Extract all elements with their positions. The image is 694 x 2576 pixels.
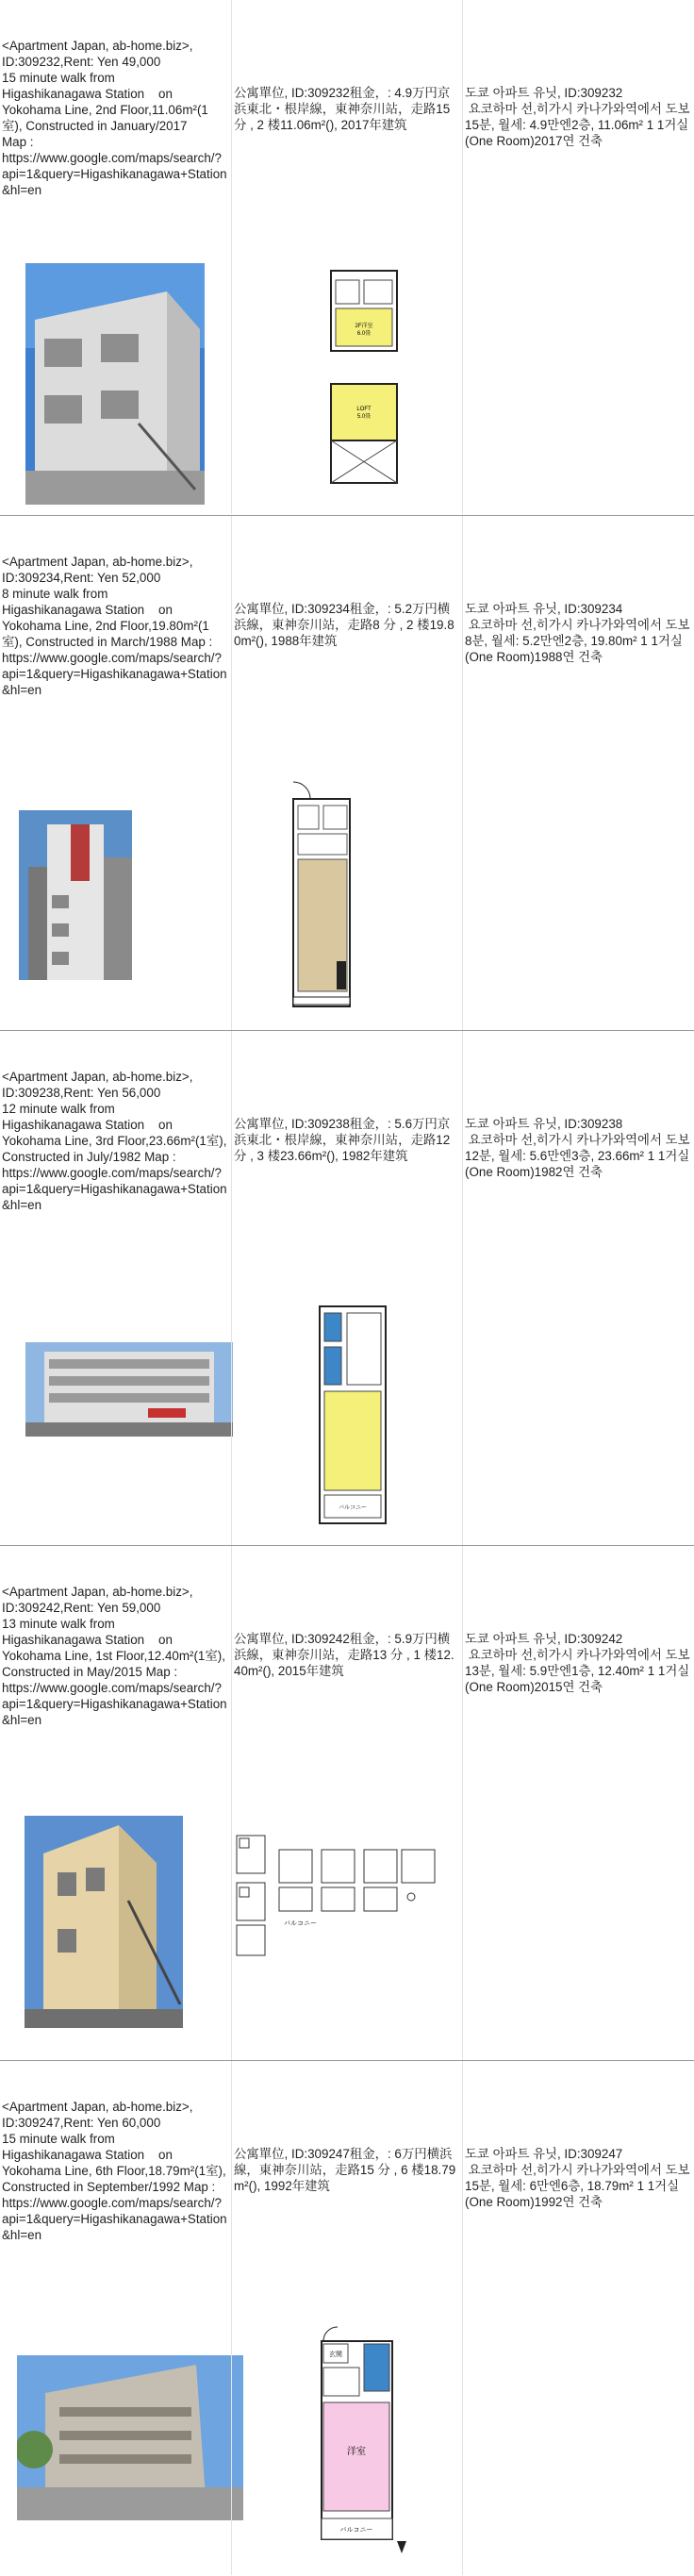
korean-cell: [462, 1546, 694, 1803]
korean-description: 도쿄 아파트 유닛, ID:309238 요코하마 선,히가시 카나가와역에서 도보12분, 월세: 5.6만엔3층, 23.66m² 1 1거실(One Room)1982연 건축: [465, 1117, 690, 1179]
empty-cell: [462, 257, 694, 514]
photo-cell: [0, 773, 231, 1030]
listing-text-row: [0, 0, 694, 257]
korean-cell: [462, 1031, 694, 1288]
japanese-cell: [231, 516, 462, 773]
listing-image-row: [0, 1803, 694, 2060]
japanese-cell: [231, 0, 462, 257]
listing-3: [0, 1030, 694, 1545]
listing-text-row: [0, 1546, 694, 1803]
floorplan-image: [312, 2322, 411, 2569]
korean-cell: [462, 2061, 694, 2318]
floorplan-cell: [231, 1288, 462, 1545]
english-description: <Apartment Japan, ab-home.biz>, ID:309247,Rent: Yen 60,000 15 minute walk from Higashikanagawa Station on Yokohama Line, 6th Floor,18.79m²(1室), Constructed in September/1992 Map : https://www.google.com/maps/search/?api=1&query=Higashikanagawa+Station&hl=en: [2, 2100, 227, 2242]
listing-1: [0, 0, 694, 515]
floorplan-cell: [231, 257, 462, 514]
english-cell: [0, 516, 231, 773]
empty-cell: [462, 2318, 694, 2575]
plan-room-label: LOFT: [356, 407, 372, 412]
japanese-cell: [231, 1546, 462, 1803]
japanese-cell: [231, 1031, 462, 1288]
korean-description: 도쿄 아파트 유닛, ID:309247 요코하마 선,히가시 카나가와역에서 도보15분, 월세: 6만엔6층, 18.79m² 1 1거실(One Room)1992연 건축: [465, 2147, 690, 2209]
plan-balcony-label: バルコニー: [339, 2527, 373, 2534]
floorplan-image: [326, 261, 402, 488]
english-cell: [0, 1546, 231, 1803]
japanese-description: 公寓單位, ID:309238租金，: 5.6万円京浜東北・根岸線，東神奈川站，走路12 分 , 3 楼23.66m²(), 1982年建筑: [234, 1117, 454, 1163]
listing-2: [0, 515, 694, 1030]
korean-description: 도쿄 아파트 유닛, ID:309242 요코하마 선,히가시 카나가와역에서 도보13분, 월세: 5.9만엔1층, 12.40m² 1 1거실(One Room)2015연 건축: [465, 1632, 690, 1694]
english-cell: [0, 2061, 231, 2318]
korean-cell: [462, 516, 694, 773]
japanese-description: 公寓單位, ID:309242租金，: 5.9万円横浜線，東神奈川站，走路13 分 , 1 楼12.40m²(), 2015年建筑: [234, 1632, 454, 1678]
plan-room-label: 2F洋室: [355, 324, 373, 329]
plan-room-size: 6.0畳: [356, 331, 372, 337]
listing-text-row: [0, 2061, 694, 2318]
floorplan-image: [274, 773, 359, 1013]
floorplan-image: [232, 1831, 439, 1963]
listing-image-row: [0, 257, 694, 514]
plan-balcony-label: バルコニー: [284, 1920, 317, 1927]
korean-cell: [462, 0, 694, 257]
building-photo: [25, 1816, 183, 2028]
japanese-description: 公寓單位, ID:309232租金，: 4.9万円京浜東北・根岸線，東神奈川站，走路15 分 , 2 楼11.06m²(), 2017年建筑: [234, 86, 454, 132]
photo-cell: [0, 257, 231, 514]
photo-cell: [0, 1803, 231, 2060]
floorplan-cell: [231, 773, 462, 1030]
english-cell: [0, 0, 231, 257]
floorplan-image: [315, 1302, 390, 1533]
plan-room-size: 5.0畳: [356, 414, 372, 420]
plan-entrance-label: 玄関: [329, 2352, 342, 2358]
english-description: <Apartment Japan, ab-home.biz>, ID:309232,Rent: Yen 49,000 15 minute walk from Higashikanagawa Station on Yokohama Line, 2nd Floor,11.06m²(1室), Constructed in January/2017 Map : https://www.google.com/maps/search/?api=1&query=Higashikanagawa+Station&hl=en: [2, 39, 227, 197]
listing-4: [0, 1545, 694, 2060]
building-photo: [25, 263, 205, 505]
japanese-cell: [231, 2061, 462, 2318]
plan-room-label: 洋室: [347, 2447, 366, 2457]
listing-image-row: [0, 2318, 694, 2575]
listing-text-row: [0, 516, 694, 773]
japanese-description: 公寓單位, ID:309234租金，: 5.2万円横浜線，東神奈川站，走路8 分 , 2 楼19.80m²(), 1988年建筑: [234, 602, 454, 648]
empty-cell: [462, 1288, 694, 1545]
japanese-description: 公寓單位, ID:309247租金，: 6万円横浜線，東神奈川站，走路15 分 , 6 楼18.79m²(), 1992年建筑: [234, 2147, 456, 2193]
photo-cell: [0, 1288, 231, 1545]
building-photo: [25, 1342, 233, 1437]
listing-5: [0, 2060, 694, 2575]
listing-image-row: [0, 1288, 694, 1545]
empty-cell: [462, 1803, 694, 2060]
english-cell: [0, 1031, 231, 1288]
building-photo: [17, 2355, 243, 2520]
listing-text-row: [0, 1031, 694, 1288]
english-description: <Apartment Japan, ab-home.biz>, ID:309234,Rent: Yen 52,000 8 minute walk from Higashikanagawa Station on Yokohama Line, 2nd Floor,19.80m²(1室), Constructed in March/1988 Map : https://www.google.com/maps/search/?api=1&query=Higashikanagawa+Station&hl=en: [2, 555, 227, 697]
plan-balcony-label: バルコニー: [338, 1505, 368, 1511]
english-description: <Apartment Japan, ab-home.biz>, ID:309238,Rent: Yen 56,000 12 minute walk from Higashikanagawa Station on Yokohama Line, 3rd Floor,23.66m²(1室), Constructed in July/1982 Map : https://www.google.com/maps/search/?api=1&query=Higashikanagawa+Station&hl=en: [2, 1070, 227, 1212]
floorplan-cell: [231, 2318, 462, 2575]
korean-description: 도쿄 아파트 유닛, ID:309232 요코하마 선,히가시 카나가와역에서 도보15분, 월세: 4.9만엔2층, 11.06m² 1 1거실(One Room)2017연 건축: [465, 86, 690, 148]
building-photo: [19, 810, 132, 980]
korean-description: 도쿄 아파트 유닛, ID:309234 요코하마 선,히가시 카나가와역에서 도보8분, 월세: 5.2만엔2층, 19.80m² 1 1거실(One Room)1988연 건축: [465, 602, 690, 664]
empty-cell: [462, 773, 694, 1030]
floorplan-cell: [231, 1803, 462, 2060]
english-description: <Apartment Japan, ab-home.biz>, ID:309242,Rent: Yen 59,000 13 minute walk from Higashikanagawa Station on Yokohama Line, 1st Floor,12.40m²(1室), Constructed in May/2015 Map : https://www.google.com/maps/search/?api=1&query=Higashikanagawa+Station&hl=en: [2, 1585, 227, 1727]
listing-image-row: [0, 773, 694, 1030]
photo-cell: [0, 2318, 231, 2575]
